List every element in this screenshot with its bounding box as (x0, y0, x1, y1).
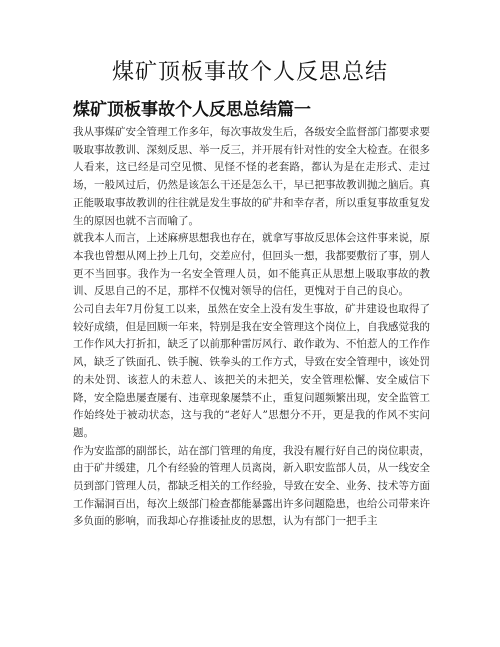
paragraph-1: 我从事煤矿安全管理工作多年，每次事故发生后，各级安全监督部门都要求要吸取事故教训、深刻反思、举一反三，并开展有针对性的安全大检查。在很多人看来，这已经是司空见惯、见怪不怪的老套路，都认为是在走形式、走过场，一般风过后，仍然是该怎么干还是怎么干，早已把事故教训抛之脑后。真正能吸取事故教训的往往就是发生事故的矿井和幸存者，所以重复事故重复发生的原因也就不言而喻了。 (73, 126, 430, 227)
paragraph-4: 作为安监部的副部长，站在部门管理的角度，我没有履行好自己的岗位职责，由于矿井缓建，几个有经验的管理人员离岗，新入职安监部人员，从一线安全员到部门管理人员，都缺乏相关的工作经验，导致在安全、业务、技术等方面工作漏洞百出，每次上级部门检查都能暴露出许多问题隐患，也给公司带来许多负面的影响，而我却心存推诿扯皮的思想，认为有部门一把手主 (73, 444, 430, 528)
paragraph-3: 公司自去年7月份复工以来，虽然在安全上没有发生事故，矿井建设也取得了较好成绩，但是回顾一年来，特别是我在安全管理这个岗位上，自我感觉我的工作作风大打折扣，缺乏了以前那种雷厉风行、敢作敢为、不怕惹人的工作作风，缺乏了铁面孔、铁手腕、铁拳头的工作方式，导致在安全管理中，该处罚的未处罚、该惹人的未惹人、该把关的未把关，安全管理松懈、安全威信下降，安全隐患屡查屡有、违章现象屡禁不止，重复问题频繁出现，安全监管工作始终处于被动状态，这与我的“老好人”思想分不开，更是我的作风不实问题。 (73, 303, 430, 439)
paragraph-2: 就我本人而言，上述麻痹思想我也存在，就拿写事故反思体会这件事来说，原本我也曾想从网上抄上几句，交差应付，但回头一想，我都要敷衍了事，别人更不当回事。我作为一名安全管理人员，如不能真正从思想上吸取事故的教训、反思自己的不足，那样不仅愧对领导的信任，更愧对于自己的良心。 (73, 232, 430, 298)
section-title: 煤矿顶板事故个人反思总结篇一 (73, 100, 311, 120)
document-title: 煤矿顶板事故个人反思总结 (111, 60, 388, 85)
document-body (73, 124, 430, 531)
